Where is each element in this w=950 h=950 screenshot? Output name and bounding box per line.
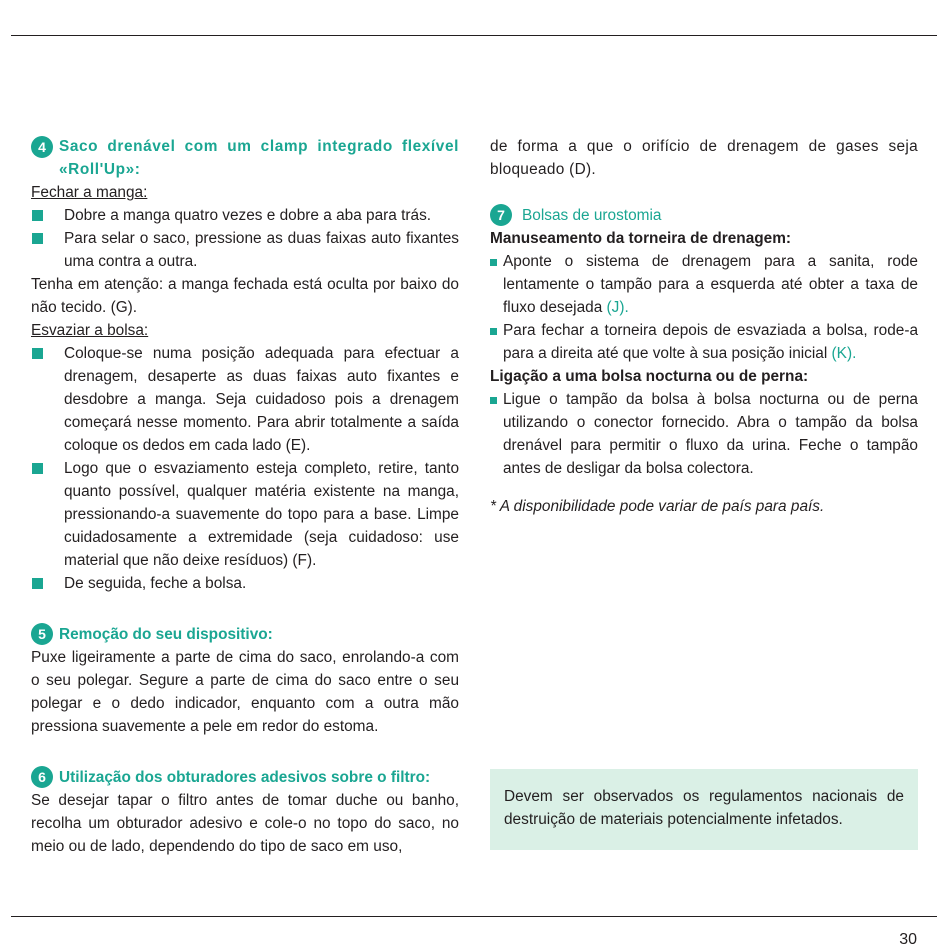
bullet-square-icon bbox=[32, 348, 43, 359]
section-5-heading bbox=[31, 623, 459, 646]
drain-tap-list bbox=[490, 250, 918, 365]
bullet-square-icon bbox=[32, 578, 43, 589]
section-7-title: Bolsas de urostomia bbox=[522, 207, 662, 224]
section-6-continuation: de forma a que o orifício de drenagem de gases seja bloqueado (D). bbox=[490, 138, 918, 178]
section-6-body: Se desejar tapar o filtro antes de tomar duche ou banho, recolha um obturador adesivo e cole-o no topo do saco, no meio ou de lado, dependendo do tipo de saco em uso, bbox=[31, 792, 459, 855]
bullet-square-icon bbox=[32, 233, 43, 244]
bullet-square-icon bbox=[490, 397, 497, 404]
list-item: Logo que o esvaziamento esteja completo, retire, tanto quanto possível, qualquer matéria existente na manga, pressionando-a suavemente do topo para a base. Limpe cuidadosamente a extremidade (seja cuidadoso: use material que não deixe resíduos) (F). bbox=[31, 457, 459, 572]
section-4-heading bbox=[31, 135, 459, 181]
right-column bbox=[490, 135, 918, 518]
list-item: Dobre a manga quatro vezes e dobre a aba para trás. bbox=[31, 204, 459, 227]
list-item: Para fechar a torneira depois de esvaziada a bolsa, rode-a para a direita até que volte à sua posição inicial (K). bbox=[490, 319, 918, 365]
section-5-body: Puxe ligeiramente a parte de cima do saco, enrolando-a com o seu polegar. Segure a parte de cima do saco entre o seu polegar e o dedo indicador, enquanto com a outra mão pressiona suavemente a pele em redor do estoma. bbox=[31, 649, 459, 735]
list-item: Aponte o sistema de drenagem para a sanita, rode lentamente o tampão para a esquerda até obter a taxa de fluxo desejada (J). bbox=[490, 250, 918, 319]
section-6-title: Utilização dos obturadores adesivos sobre o filtro: bbox=[59, 769, 431, 786]
disposal-notice-box bbox=[490, 769, 918, 850]
section-5-number: 5 bbox=[31, 623, 53, 645]
availability-note: * A disponibilidade pode variar de país para país. bbox=[490, 498, 825, 515]
night-bag-heading: Ligação a uma bolsa nocturna ou de perna: bbox=[490, 368, 809, 385]
empty-bag-list bbox=[31, 342, 459, 595]
list-item: De seguida, feche a bolsa. bbox=[31, 572, 459, 595]
close-sleeve-list bbox=[31, 204, 459, 273]
close-sleeve-heading: Fechar a manga: bbox=[31, 184, 148, 201]
figure-ref-k: (K). bbox=[831, 345, 857, 362]
page-number: 30 bbox=[899, 931, 917, 948]
section-4-title: Saco drenável com um clamp integrado flexível «Roll'Up»: bbox=[59, 138, 459, 178]
bullet-square-icon bbox=[490, 259, 497, 266]
night-bag-list bbox=[490, 388, 918, 480]
left-column bbox=[31, 135, 459, 858]
bullet-square-icon bbox=[32, 463, 43, 474]
list-item: Para selar o saco, pressione as duas faixas auto fixantes uma contra a outra. bbox=[31, 227, 459, 273]
section-6-number: 6 bbox=[31, 766, 53, 788]
closed-sleeve-note: Tenha em atenção: a manga fechada está oculta por baixo do não tecido. (G). bbox=[31, 276, 459, 316]
bullet-square-icon bbox=[490, 328, 497, 335]
section-7-heading bbox=[490, 204, 918, 227]
list-item: Coloque-se numa posição adequada para efectuar a drenagem, desaperte as duas faixas auto fixantes e desdobre a manga. Seja cuidadoso pois a drenagem começará nesse momento. Para abrir totalmente a saída coloque os dedos em cada lado (E). bbox=[31, 342, 459, 457]
section-7-number: 7 bbox=[490, 204, 512, 226]
figure-ref-j: (J). bbox=[606, 299, 629, 316]
bottom-rule bbox=[11, 916, 937, 917]
section-6-heading bbox=[31, 766, 459, 789]
section-4-number: 4 bbox=[31, 136, 53, 158]
empty-bag-heading: Esvaziar a bolsa: bbox=[31, 322, 149, 339]
disposal-notice-text: Devem ser observados os regulamentos nacionais de destruição de materiais potencialmente infetados. bbox=[504, 788, 904, 828]
drain-tap-heading: Manuseamento da torneira de drenagem: bbox=[490, 230, 792, 247]
top-rule bbox=[11, 35, 937, 36]
section-5-title: Remoção do seu dispositivo: bbox=[59, 626, 273, 643]
bullet-square-icon bbox=[32, 210, 43, 221]
list-item: Ligue o tampão da bolsa à bolsa nocturna ou de perna utilizando o conector fornecido. Abra o tampão da bolsa drenável para permitir o fluxo da urina. Feche o tampão antes de desligar da bolsa colectora. bbox=[490, 388, 918, 480]
